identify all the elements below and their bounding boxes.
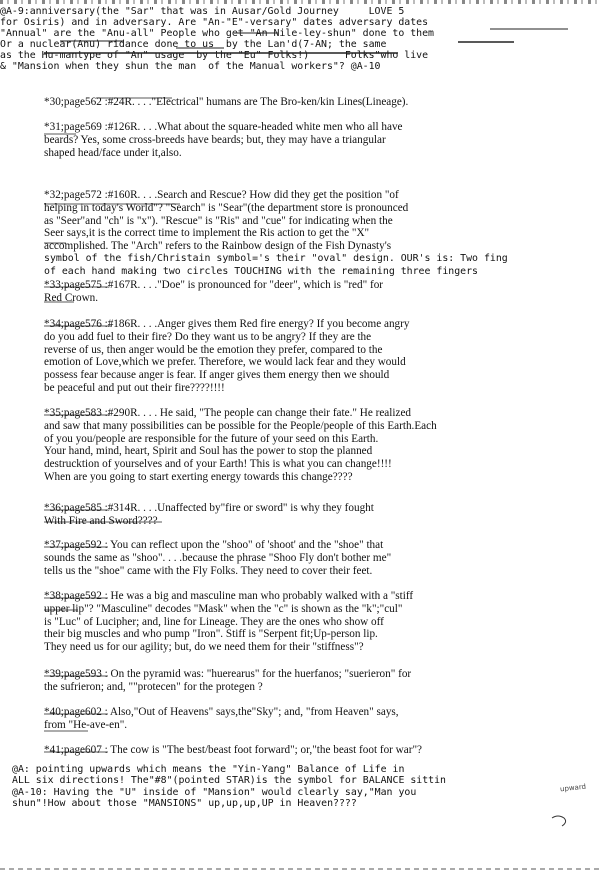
typed-line: "Annual" are the "Anu-all" People who get "An-Nile-ley-shun" done to them: [0, 28, 435, 39]
typed-line: ALL six directions! The"#8"(pointed STAR)is the symbol for BALANCE sittin: [12, 775, 447, 787]
typed-line: as the Hu-mantype of "An" usage by the "Eu" Folks!) Folks"who live: [0, 50, 429, 61]
entry-33: [44, 279, 600, 305]
entry-line: *32;page572 :#160R. . . .Search and Rescue? How did they get the position "of: [44, 189, 399, 201]
entry-line: *40;page602 : Also,"Out of Heavens" says,the"Sky"; and, "from Heaven" says,: [44, 706, 399, 718]
entry-line: shaped head/face under it,also.: [44, 146, 182, 159]
entry-31: [44, 121, 600, 159]
entry-line: their big muscles and who pump "Iron". Stiff is "Serpent fit;Up-person lip.: [44, 628, 378, 641]
entry-34: [44, 318, 600, 395]
entry-line: sounds the same as "shoo". . . .because the phrase "Shoo Fly don't bother me": [44, 551, 392, 564]
entry-line: of each hand making two circles TOUCHING with the remaining three fingers: [44, 265, 479, 277]
entry-line: emotion of Love,which we prefer. Therefore, we would lack fear and they would: [44, 356, 406, 369]
entry-line: symbol of the fish/Christain symbol='s their "oval" design. OUR's is: Two fing: [44, 252, 508, 264]
entry-line: reverse of us, then anger would be the emotion they prefer, compared to the: [44, 343, 383, 356]
entry-line: *31;page569 :#126R. . . .What about the square-headed white men who all have: [44, 121, 403, 133]
entry-30: [44, 96, 600, 109]
entry-35: [44, 407, 600, 484]
entry-line: the sufrieron; and, ""protecen" for the protegen ?: [44, 680, 263, 693]
entry-line: Red Crown.: [44, 291, 99, 304]
entry-line: beards? Yes, some cross-breeds have beards; but, they may have a triangular: [44, 133, 386, 146]
entry-line: Your hand, mind, heart, Spirit and Soul has the power to stop the planned: [44, 445, 373, 458]
entry-line: be peaceful and put out their fire????!!!!: [44, 381, 225, 394]
entry-line: *41;page607 : The cow is "The best/beast foot forward"; or,"the beast foot for war"?: [44, 744, 422, 756]
entry-line: do you add fuel to their fire? Do they want us to be angry? If they are the: [44, 330, 372, 343]
entry-line: With Fire and Sword????: [44, 514, 158, 527]
entry-line: possess fear because anger is fear. If anger gives them energy then we should: [44, 369, 390, 382]
entry-line: *38;page592 : He was a big and masculine man who probably walked with a "stiff: [44, 590, 414, 602]
entry-line: and saw that many possibilities can be possible for the People/people of this Earth.Each: [44, 419, 437, 432]
entry-line: destrucktion of yourselves and of your Earth! This is what you can change!!!!: [44, 458, 392, 471]
entry-36: [44, 502, 600, 528]
typed-line: @A: pointing upwards which means the "Yin-Yang" Balance of Life in: [12, 764, 405, 775]
entry-37: [44, 539, 600, 577]
entry-line: of you you/people are responsible for the future of your seed on this Earth.: [44, 432, 379, 445]
typed-line: Or a nuclear(Anu) ridance done to us by the Lan'd(7-AN; the same: [0, 39, 387, 50]
entry-line: as "Seer"and "ch" is "x"). "Rescue" is "Ris" and "cue" for indicating when the: [44, 214, 393, 227]
entry-line: *35;page583 :#290R. . . . He said, "The people can change their fate." He realized: [44, 407, 411, 419]
entry-line: accomplished. The "Arch" refers to the Rainbow design of the Fish Dynasty's: [44, 240, 392, 253]
entry-line: When are you going to start exerting energy towards this change????: [44, 470, 353, 483]
entry-39: [44, 668, 600, 694]
entry-line: helping in today's World"? "Search" is "Sear"(the department store is pronounced: [44, 201, 409, 214]
entry-line: *36;page585 :#314R. . . .Unaffected by"fire or sword" is why they fought: [44, 502, 374, 514]
entry-line: tells us the "shoe" came with the Fly Folks. They need to cover their feet.: [44, 564, 373, 577]
scan-edge-top: [0, 0, 600, 4]
bottom-typed-note: [12, 764, 600, 810]
entry-40: [44, 706, 600, 732]
entry-line: is "Luc" of Lucipher; and, line for Lineage. They are the ones who show off: [44, 615, 384, 628]
typed-line: @A-9:anniversary(the "Sar" that was in Ausar/Gold Journey LOVE 5: [0, 6, 405, 17]
entry-line: *30;page562 :#24R. . . ."Electrical" humans are The Bro-ken/kin Lines(Lineage).: [44, 96, 409, 108]
pencil-note: upward: [559, 782, 587, 794]
typed-line: shun"!How about those "MANSIONS" up,up,up,UP in Heaven????: [12, 798, 357, 810]
entry-line: *37;page592 : You can reflect upon the "shoo" of 'shoot' and the "shoe" that: [44, 539, 384, 551]
typed-line: for Osiris) and in adversary. Are "An-"E"-versary" dates adversary dates: [0, 17, 429, 28]
top-typed-note: [0, 6, 600, 72]
entry-line: upper lip"? "Masculine" decodes "Mask" when the "c" is shown as the "k";"cul": [44, 602, 403, 615]
entry-38: [44, 590, 600, 654]
entry-line: *39;page593 : On the pyramid was: "huerearus" for the huerfanos; "suerieron" for: [44, 668, 412, 680]
entry-line: *33;page575 :#167R. . . ."Doe" is pronounced for "deer", which is "red" for: [44, 279, 384, 291]
entry-41: [44, 744, 600, 757]
scan-edge-bottom: [0, 868, 600, 870]
entry-32: [44, 189, 600, 279]
typed-line: & "Mansion when they shun the man of the Manual workers"? @A-10: [0, 61, 381, 72]
entry-line: *34;page576 :#186R. . . .Anger gives them Red fire energy? If you become angry: [44, 318, 410, 330]
entry-line: Seer says,it is the correct time to implement the Ris action to get the "X": [44, 227, 370, 240]
typed-line: @A-10: Having the "U" inside of "Mansion" would clearly say,"Man you: [12, 786, 417, 798]
entry-line: They need us for our agility; but, do we need them for their "stiffness"?: [44, 641, 364, 654]
entry-line: from "He-ave-en".: [44, 718, 128, 731]
